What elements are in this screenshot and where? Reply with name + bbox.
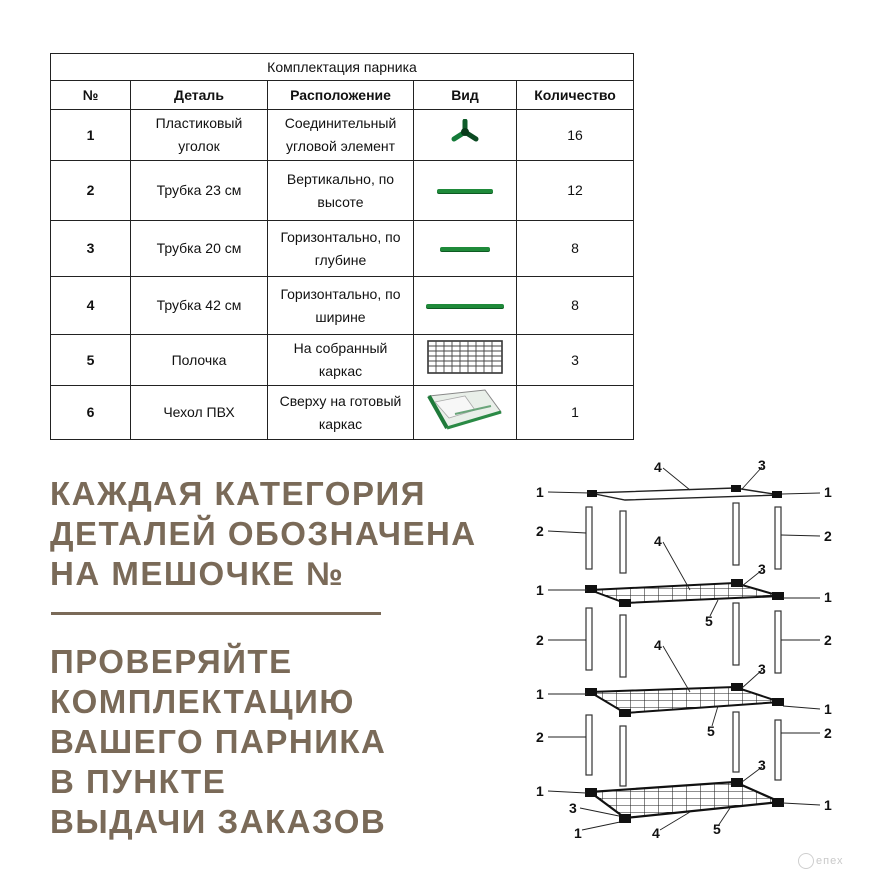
part-view bbox=[414, 335, 517, 386]
part-placement: Горизонтально, по глубине bbox=[268, 221, 414, 277]
part-placement: На собранный каркас bbox=[268, 335, 414, 386]
part-placement: Сверху на готовый каркас bbox=[268, 386, 414, 440]
shelf-level-2 bbox=[585, 579, 784, 607]
label-vertical: 2 bbox=[536, 729, 544, 745]
column-header: Количество bbox=[517, 81, 634, 110]
row-number: 4 bbox=[51, 277, 131, 335]
part-name: Пластиковый уголок bbox=[131, 110, 268, 161]
label-corner: 1 bbox=[536, 686, 544, 702]
part-name: Трубка 23 см bbox=[131, 161, 268, 221]
table-row bbox=[51, 386, 634, 440]
column-header: № bbox=[51, 81, 131, 110]
part-placement: Соединительный угловой элемент bbox=[268, 110, 414, 161]
label-depth: 3 bbox=[758, 757, 766, 773]
part-quantity: 12 bbox=[517, 161, 634, 221]
label-width: 4 bbox=[654, 459, 662, 475]
part-view bbox=[414, 386, 517, 440]
shelf-level-3 bbox=[585, 683, 784, 717]
table-row bbox=[51, 335, 634, 386]
pvc-cover-icon bbox=[425, 388, 505, 430]
heading-line: ВЫДАЧИ ЗАКАЗОВ bbox=[50, 803, 387, 840]
heading-line: ДЕТАЛЕЙ ОБОЗНАЧЕНА bbox=[50, 515, 477, 552]
parts-table bbox=[50, 53, 634, 440]
part-name: Трубка 20 см bbox=[131, 221, 268, 277]
part-placement: Вертикально, по высоте bbox=[268, 161, 414, 221]
part-view bbox=[414, 277, 517, 335]
part-view bbox=[414, 110, 517, 161]
check-kit-heading bbox=[50, 642, 520, 842]
diagram-labels bbox=[536, 457, 832, 841]
label-depth: 3 bbox=[758, 457, 766, 473]
label-shelf: 5 bbox=[705, 613, 713, 629]
watermark: епех bbox=[816, 855, 844, 867]
corner-connector-icon bbox=[450, 119, 480, 145]
label-corner: 1 bbox=[824, 589, 832, 605]
table-row bbox=[51, 221, 634, 277]
label-corner: 1 bbox=[536, 783, 544, 799]
label-depth: 3 bbox=[758, 561, 766, 577]
label-vertical: 2 bbox=[824, 725, 832, 741]
vertical-tubes-1 bbox=[586, 503, 781, 573]
table-row bbox=[51, 161, 634, 221]
label-width: 4 bbox=[654, 637, 662, 653]
part-quantity: 16 bbox=[517, 110, 634, 161]
row-number: 6 bbox=[51, 386, 131, 440]
table-row bbox=[51, 110, 634, 161]
label-vertical: 2 bbox=[824, 528, 832, 544]
assembly-diagram bbox=[525, 450, 875, 850]
table-caption-row bbox=[51, 54, 634, 81]
label-corner: 1 bbox=[824, 701, 832, 717]
label-depth: 3 bbox=[758, 661, 766, 677]
label-shelf: 5 bbox=[713, 821, 721, 837]
watermark-logo-icon bbox=[798, 853, 814, 869]
tube-icon bbox=[426, 304, 504, 308]
heading-line: НА МЕШОЧКЕ № bbox=[50, 555, 345, 592]
label-corner: 1 bbox=[824, 484, 832, 500]
shelf-level-4 bbox=[585, 778, 784, 823]
part-name: Чехол ПВХ bbox=[131, 386, 268, 440]
label-corner: 1 bbox=[824, 797, 832, 813]
label-shelf: 5 bbox=[707, 723, 715, 739]
heading-line: КОМПЛЕКТАЦИЮ bbox=[50, 683, 355, 720]
label-vertical: 2 bbox=[536, 523, 544, 539]
part-view bbox=[414, 161, 517, 221]
tube-icon bbox=[440, 247, 490, 251]
part-name: Трубка 42 см bbox=[131, 277, 268, 335]
column-header: Деталь bbox=[131, 81, 268, 110]
label-width: 4 bbox=[652, 825, 660, 841]
row-number: 2 bbox=[51, 161, 131, 221]
vertical-tubes-2 bbox=[586, 603, 781, 677]
table-row bbox=[51, 277, 634, 335]
heading-line: ВАШЕГО ПАРНИКА bbox=[50, 723, 387, 760]
label-corner: 1 bbox=[536, 484, 544, 500]
heading-line: ПРОВЕРЯЙТЕ bbox=[50, 643, 293, 680]
column-header: Вид bbox=[414, 81, 517, 110]
top-frame bbox=[587, 485, 782, 500]
shelf-grid-icon bbox=[427, 340, 503, 374]
heading-line: КАЖДАЯ КАТЕГОРИЯ bbox=[50, 475, 426, 512]
label-width: 4 bbox=[654, 533, 662, 549]
label-vertical: 2 bbox=[824, 632, 832, 648]
row-number: 3 bbox=[51, 221, 131, 277]
row-number: 5 bbox=[51, 335, 131, 386]
part-quantity: 3 bbox=[517, 335, 634, 386]
part-name: Полочка bbox=[131, 335, 268, 386]
divider bbox=[51, 612, 381, 615]
label-corner: 1 bbox=[536, 582, 544, 598]
column-header: Расположение bbox=[268, 81, 414, 110]
part-quantity: 8 bbox=[517, 221, 634, 277]
bag-number-heading bbox=[50, 474, 520, 594]
label-depth: 3 bbox=[569, 800, 577, 816]
heading-line: В ПУНКТЕ bbox=[50, 763, 227, 800]
label-vertical: 2 bbox=[536, 632, 544, 648]
part-quantity: 8 bbox=[517, 277, 634, 335]
part-placement: Горизонтально, по ширине bbox=[268, 277, 414, 335]
row-number: 1 bbox=[51, 110, 131, 161]
label-corner: 1 bbox=[574, 825, 582, 841]
table-header-row bbox=[51, 81, 634, 110]
tube-icon bbox=[437, 189, 493, 193]
part-quantity: 1 bbox=[517, 386, 634, 440]
part-view bbox=[414, 221, 517, 277]
table-caption: Комплектация парника bbox=[51, 54, 634, 81]
